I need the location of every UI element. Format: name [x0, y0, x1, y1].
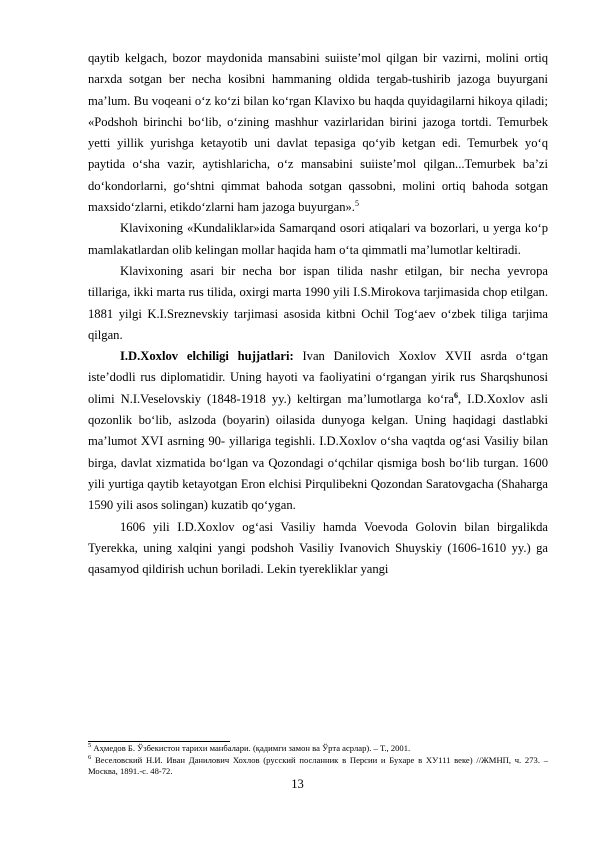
footnote-5 [88, 743, 548, 755]
paragraph-2: Klavixoning «Kundaliklar»ida Samarqand osori atiqalari va bozorlari, u yerga ko‘p mamlakatlardan olib kelingan mollar haqida ham o‘ta qimmatli ma’lumotlar keltiradi. [88, 221, 548, 257]
paragraph-4 [88, 346, 548, 516]
page-number: 13 [291, 777, 304, 791]
footnote-text: Веселовский Н.И. Иван Данилович Хохлов (русский посланник в Персии и Бухаре в ХУ111 веке) //ЖМНП, ч. 273. – Москва, 1891.-с. 48-72. [88, 754, 548, 776]
footnotes [88, 743, 548, 778]
paragraph-1 [88, 48, 548, 218]
paragraph-1-text: qaytib kelgach, bozor maydonida mansabini suiiste’mol qilgan bir vazirni, molini ortiq narxda sotgan ber necha kosibni hammaning oldida tergab-tushirib jazoga buyurgani ma’lum. Bu voqeani o‘z ko‘zi bilan ko‘rgan Klavixo bu haqda quyidagilarni hikoya qiladi; «Podshoh birinchi bo‘lib, o‘zining mashhur vazirlaridan birini jazoga tortdi. Temurbek yetti yillik yurishga ketayotib uni davlat tepasiga qo‘yib ketgan edi. Temurbek yo‘q paytida o‘sha vazir, aytishlaricha, o‘z mansabini suiiste’mol qilgan...Temurbek ba’zi do‘kondorlarni, go‘shtni qimmat bahoda sotgan qassobni, molini ortiq bahoda sotgan maxsido‘zlarni, etikdo‘zlarni ham jazoga buyurgan». [88, 51, 548, 215]
footnote-ref-6[interactable]: 6 [453, 390, 458, 400]
page-body [88, 48, 548, 580]
footnote-number: 5 [88, 742, 92, 750]
paragraph-5: 1606 yili I.D.Xoxlov og‘asi Vasiliy hamda Voevoda Golovin bilan birgalikda Tyerekka, uning xalqini yangi podshoh Vasiliy Ivanovich Shuyskiy (1606-1610 yy.) ga qasamyod qildirish uchun boriladi. Lekin tyerekliklar yangi [88, 519, 548, 577]
paragraph-4-text-a: Ivan Danilovich Xoxlov XVII asrda o‘tgan iste’dodli rus diplomatidir. Uning hayoti va faoliyatini o‘rgangan yirik rus Sharqshunosi olimi N.I.Veselovskiy (1848-1918 yy.) keltirgan ma’lumotlarga ko‘ra [88, 349, 548, 406]
footnote-number: 6 [88, 753, 92, 761]
footnote-text: Аҳмедов Б. Ўзбекистон тарихи манбалари. (қадимги замон ва Ўрта асрлар). – Т., 2001. [91, 743, 411, 753]
paragraph-4-text-b: , I.D.Xoxlov asli qozonlik bo‘lib, aslzoda (boyarin) oilasida dunyoga kelgan. Uning haqidagi dastlabki ma’lumot XVI asrning 90- yillariga tegishli. I.D.Xoxlov o‘sha vaqtda og‘asi Vasiliy bilan birga, davlat xizmatida bo‘lgan va Qozondagi o‘qchilar qismiga bosh bo‘lib turgan. 1600 yili yurtiga qaytib ketayotgan Eron elchisi Pirqulibekni Qozondan Saratovgacha (Shaharga 1590 yili asos solingan) kuzatib qo‘ygan. [88, 391, 548, 513]
section-heading-xoxlov: I.D.Xoxlov elchiligi hujjatlari: [120, 349, 294, 364]
paragraph-3: Klavixoning asari bir necha bor ispan tilida nashr etilgan, bir necha yevropa tillariga, ikki marta rus tilida, oxirgi marta 1990 yili I.S.Mirokova tarjimasida chop etilgan. 1881 yilgi K.I.Sreznevskiy tarjimasi asosida kitbni Ochil Tog‘aev o‘zbek tiliga tarjima qilgan. [88, 263, 548, 342]
footnote-6 [88, 755, 548, 778]
footnote-ref-5[interactable]: 5 [354, 198, 359, 208]
footnote-divider [88, 741, 230, 742]
